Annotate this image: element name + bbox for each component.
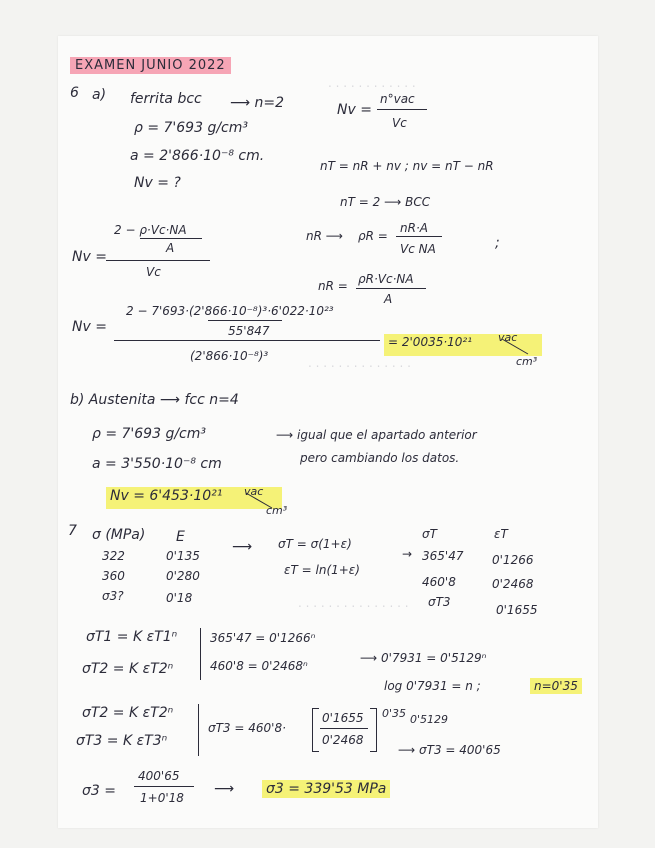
sys2-eq-b: σT3 = K εT3ⁿ: [76, 733, 168, 749]
nt-relation: nT = nR + nv ; nv = nT − nR: [320, 159, 494, 173]
calc-lhs: Nv =: [72, 319, 107, 335]
row1-e: 0'135: [166, 549, 200, 563]
res-unit-den: cm³: [266, 504, 288, 517]
nv-lhs: Nv =: [72, 249, 107, 265]
austenita-lattice: a = 3'550·10⁻⁸ cm: [92, 456, 222, 472]
n-value: n=0'35: [530, 678, 582, 694]
nr-numerator: ρR·Vc·NA: [358, 272, 414, 286]
e-header: E: [176, 529, 185, 545]
sys1-row1: 365'47 = 0'1266ⁿ: [210, 631, 316, 645]
nv-def-lhs: Nv =: [337, 102, 372, 118]
nv-denominator: Vc: [146, 265, 161, 279]
lattice-param: a = 2'866·10⁻⁸ cm.: [130, 148, 265, 164]
nr-denominator: A: [384, 292, 393, 306]
arrow: ⟶: [232, 539, 253, 555]
fraction-bar: [377, 109, 427, 110]
calc-numerator-den: 55'847: [228, 324, 270, 338]
problem-7-number: 7: [68, 523, 77, 539]
part-label: a): [92, 87, 107, 103]
sigma-header: σ (MPa): [92, 527, 146, 543]
sys2-eq-a: σT2 = K εT2ⁿ: [82, 705, 174, 721]
row1-sigma: 322: [102, 549, 125, 563]
row2-e: 0'280: [166, 569, 200, 583]
note-line-2: pero cambiando los datos.: [300, 451, 460, 465]
ratio-numerator: 0'1655: [322, 711, 364, 725]
system-brace: [198, 704, 199, 756]
austenita-density: ρ = 7'693 g/cm³: [92, 426, 206, 442]
calc-unit-num: vac: [498, 331, 518, 344]
density-value: ρ = 7'693 g/cm³: [134, 120, 248, 136]
sys2-equation: σT3 = 460'8·: [208, 721, 286, 735]
final-denominator: 1+0'18: [140, 791, 184, 805]
n-equation: ⟶ n=2: [230, 95, 285, 111]
rho-r-numerator: nR·A: [400, 221, 428, 235]
fraction-bar: [140, 238, 202, 239]
nv-def-numerator: n°vac: [380, 92, 415, 106]
problem-number: 6: [70, 85, 79, 101]
nv-def-denominator: Vc: [392, 116, 407, 130]
fraction-bar: [106, 260, 210, 261]
row2-sigma: 360: [102, 569, 125, 583]
fraction-bar: [356, 288, 426, 289]
arrow: →: [402, 547, 413, 561]
true-stress-formula: σT = σ(1+ε): [278, 537, 352, 551]
sys1-eq-a: σT1 = K εT1ⁿ: [86, 629, 178, 645]
true-sigma-header: σT: [422, 527, 437, 541]
sys2-result: ⟶ σT3 = 400'65: [398, 743, 501, 757]
semicolon: ;: [495, 235, 500, 251]
fraction-bar: [320, 728, 368, 729]
t3-e: 0'1655: [496, 603, 538, 617]
bleed-through-text: . . . . . . . . . . . . . .: [308, 356, 411, 370]
t2-sigma: 460'8: [422, 575, 456, 589]
t1-sigma: 365'47: [422, 549, 464, 563]
system-brace: [200, 628, 201, 680]
final-result: σ3 = 339'53 MPa: [262, 780, 390, 798]
nr-lhs: nR =: [318, 279, 348, 293]
ratio-denominator: 0'2468: [322, 733, 364, 747]
calc-result-highlight: [384, 331, 542, 356]
fraction-bar: [396, 236, 442, 237]
sys1-row2: 460'8 = 0'2468ⁿ: [210, 659, 308, 673]
log-base: 0'5129: [410, 713, 449, 726]
bracket-left: [312, 708, 319, 752]
fraction-bar: [208, 320, 282, 321]
t2-e: 0'2468: [492, 577, 534, 591]
exponent: 0'35: [382, 707, 407, 720]
ferrita-label: ferrita bcc: [130, 91, 202, 107]
exam-title: EXAMEN JUNIO 2022: [70, 57, 231, 74]
nt-value: nT = 2 ⟶ BCC: [340, 195, 431, 209]
sys1-result: ⟶ 0'7931 = 0'5129ⁿ: [360, 651, 487, 665]
nv-question: Nv = ?: [134, 175, 181, 191]
nv-numerator-den: A: [166, 241, 175, 255]
austenita-result: Nv = 6'453·10²¹: [110, 488, 223, 504]
rho-r-denominator: Vc NA: [400, 242, 436, 256]
bleed-through-text: . . . . . . . . . . . .: [328, 76, 416, 90]
nr-arrow: nR ⟶: [306, 229, 343, 243]
log-expression: log 0'7931 = n ;: [384, 679, 481, 693]
arrow: ⟶: [214, 781, 235, 797]
part-b-label: b) Austenita ⟶ fcc n=4: [70, 392, 239, 408]
note-line-1: ⟶ igual que el apartado anterior: [276, 428, 477, 442]
calc-result: = 2'0035·10²¹: [388, 335, 473, 349]
final-numerator: 400'65: [138, 769, 180, 783]
calc-numerator: 2 − 7'693·(2'866·10⁻⁸)³·6'022·10²³: [126, 304, 334, 318]
t1-e: 0'1266: [492, 553, 534, 567]
calc-unit-den: cm³: [516, 355, 538, 368]
t3-sigma: σT3: [428, 595, 451, 609]
res-unit-num: vac: [244, 485, 264, 498]
row3-e: 0'18: [166, 591, 193, 605]
true-strain-formula: εT = ln(1+ε): [284, 563, 360, 577]
nv-numerator-top: 2 − ρ·Vc·NA: [114, 223, 187, 237]
sys1-eq-b: σT2 = K εT2ⁿ: [82, 661, 174, 677]
true-e-header: εT: [494, 527, 508, 541]
fraction-bar: [114, 340, 380, 341]
final-lhs: σ3 =: [82, 783, 116, 799]
bleed-through-text: . . . . . . . . . . . . . . .: [298, 596, 409, 610]
rho-r-lhs: ρR =: [358, 229, 388, 243]
bracket-right: [370, 708, 377, 752]
fraction-bar: [134, 786, 194, 787]
row3-sigma: σ3?: [102, 589, 124, 603]
calc-denominator: (2'866·10⁻⁸)³: [190, 349, 269, 363]
